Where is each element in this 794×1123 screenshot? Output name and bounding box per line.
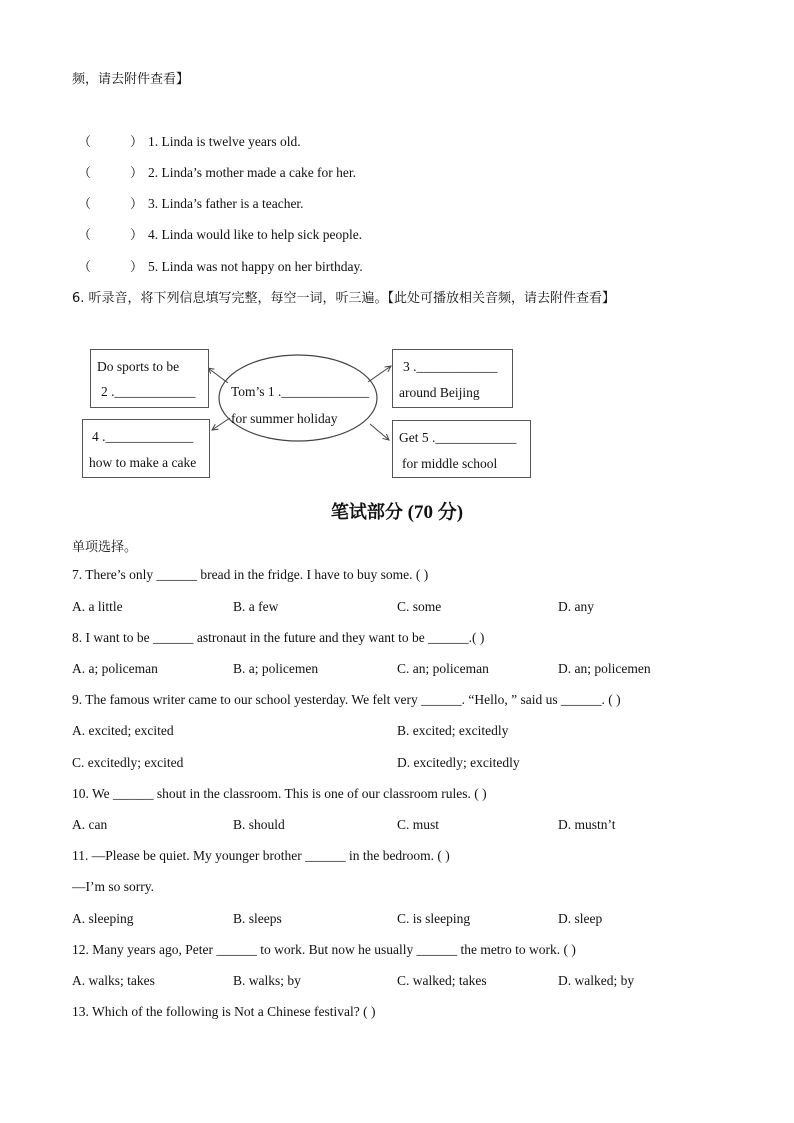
q9-option-b: B. excited; excitedly: [397, 723, 509, 738]
q11-option-d: D. sleep: [558, 911, 603, 926]
question-11-reply: —I’m so sorry.: [72, 879, 154, 894]
tf-statement: 4. Linda would like to help sick people.: [148, 227, 363, 242]
center-line-1: Tom’s 1 ._____________: [231, 384, 370, 399]
answer-paren-open: （: [78, 135, 92, 150]
box-top-right-line1: 3 .____________: [403, 359, 498, 374]
arrow-to-bottom-right: [370, 424, 389, 440]
box-top-left-line2: 2 .____________: [101, 384, 196, 399]
answer-paren-close: ）: [130, 135, 144, 150]
answer-paren-close: ）: [130, 260, 144, 275]
question-9: 9. The famous writer came to our school yesterday. We felt very ______. “Hello, ” said us ______. ( ): [72, 692, 621, 707]
question-11: 11. —Please be quiet. My younger brother ______ in the bedroom. ( ): [72, 848, 450, 863]
box-top-right-line2: around Beijing: [399, 385, 480, 400]
q12-option-b: B. walks; by: [233, 973, 301, 988]
q12-option-c: C. walked; takes: [397, 973, 487, 988]
section-title-score: (70 分): [407, 502, 464, 523]
box-bottom-left-line2: how to make a cake: [89, 455, 197, 470]
answer-paren-open: （: [78, 166, 92, 181]
arrow-to-bottom-left: [212, 418, 230, 430]
single-choice-label: 单项选择。: [72, 540, 138, 555]
question-6-instruction: 6. 听录音，将下列信息填写完整，每空一词，听三遍。【此处可播放相关音频，请去附件查看】: [72, 291, 616, 306]
q9-option-a: A. excited; excited: [72, 723, 174, 738]
answer-paren-open: （: [78, 260, 92, 275]
answer-paren-close: ）: [130, 228, 144, 243]
question-8: 8. I want to be ______ astronaut in the future and they want to be ______.( ): [72, 630, 485, 645]
box-bottom-right-line1: Get 5 .____________: [399, 430, 517, 445]
tf-statement: 1. Linda is twelve years old.: [148, 134, 301, 149]
q8-option-d: D. an; policemen: [558, 661, 651, 676]
tf-statement: 2. Linda’s mother made a cake for her.: [148, 165, 357, 180]
q8-option-c: C. an; policeman: [397, 661, 489, 676]
box-bottom-left-line1: 4 ._____________: [92, 429, 194, 444]
box-bottom-left: [82, 419, 210, 478]
answer-paren-close: ）: [130, 197, 144, 212]
box-bottom-right-line2: for middle school: [402, 456, 498, 471]
question-10: 10. We ______ shout in the classroom. This is one of our classroom rules. ( ): [72, 786, 487, 801]
tf-statement: 3. Linda’s father is a teacher.: [148, 196, 304, 211]
q10-option-c: C. must: [397, 817, 440, 832]
box-top-right: [392, 349, 513, 408]
answer-paren-close: ）: [130, 166, 144, 181]
answer-paren-open: （: [78, 228, 92, 243]
box-bottom-right: [392, 420, 531, 478]
q12-option-a: A. walks; takes: [72, 973, 155, 988]
arrow-to-top-right: [368, 366, 391, 382]
q7-option-d: D. any: [558, 599, 594, 614]
q9-option-c: C. excitedly; excited: [72, 755, 184, 770]
box-top-left-line1: Do sports to be: [97, 359, 180, 374]
tf-statement: 5. Linda was not happy on her birthday.: [148, 259, 363, 274]
q9-option-d: D. excitedly; excitedly: [397, 755, 520, 770]
q8-option-b: B. a; policemen: [233, 661, 319, 676]
answer-paren-open: （: [78, 197, 92, 212]
q11-option-b: B. sleeps: [233, 911, 282, 926]
q7-option-c: C. some: [397, 599, 442, 614]
q11-option-a: A. sleeping: [72, 911, 134, 926]
q10-option-d: D. mustn’t: [558, 817, 616, 832]
q12-option-d: D. walked; by: [558, 973, 635, 988]
q7-option-a: A. a little: [72, 599, 123, 614]
instruction-fragment: 频，请去附件查看】: [72, 72, 190, 87]
q10-option-a: A. can: [72, 817, 108, 832]
section-title: [0, 497, 794, 524]
question-7: 7. There’s only ______ bread in the fridge. I have to buy some. ( ): [72, 567, 429, 582]
section-title-cn: 笔试部分: [330, 502, 403, 523]
center-line-2: for summer holiday: [231, 411, 338, 426]
arrow-to-top-left: [208, 368, 228, 383]
question-13: 13. Which of the following is Not a Chinese festival? ( ): [72, 1004, 376, 1019]
question-12: 12. Many years ago, Peter ______ to work. But now he usually ______ the metro to work. ( ): [72, 942, 576, 957]
box-top-left: [90, 349, 209, 408]
q7-option-b: B. a few: [233, 599, 279, 614]
q10-option-b: B. should: [233, 817, 285, 832]
q11-option-c: C. is sleeping: [397, 911, 471, 926]
q8-option-a: A. a; policeman: [72, 661, 158, 676]
